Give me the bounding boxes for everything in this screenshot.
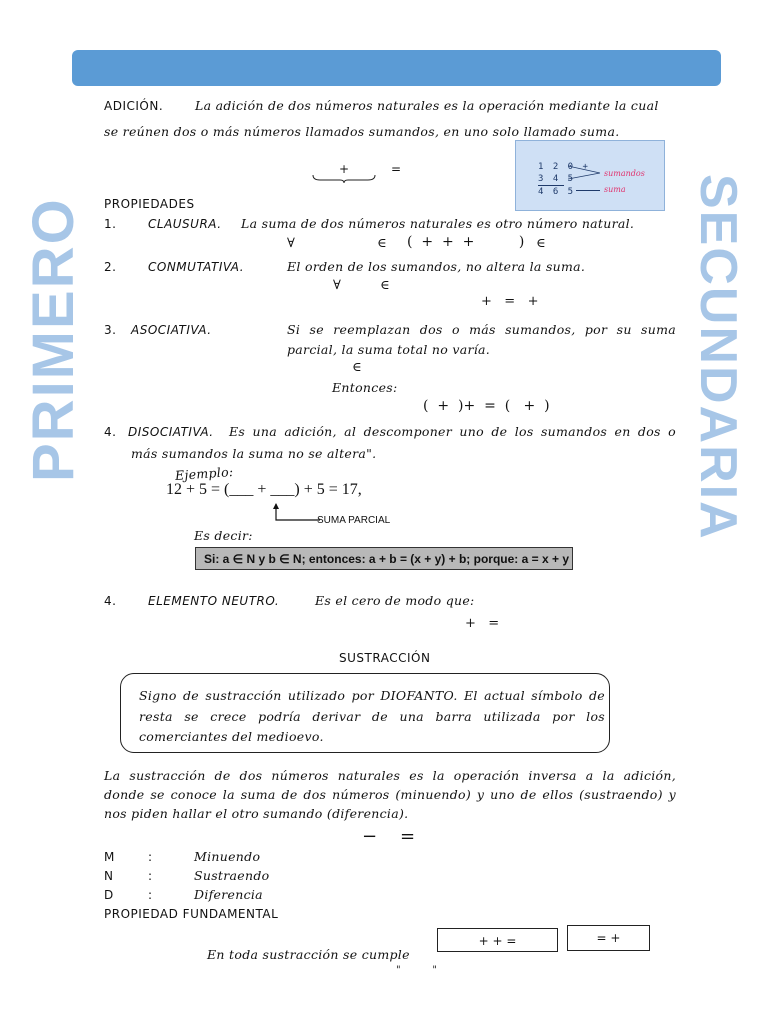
def-d-name: Diferencia: [194, 887, 263, 902]
p3-name: ASOCIATIVA.: [131, 323, 212, 337]
p5-text: Es el cero de modo que:: [315, 593, 475, 608]
diofanto-note-box: [120, 673, 610, 753]
sustraccion-para-line2: donde se conoce la suma de dos números (minuendo) y uno de ellos (sustraendo) y: [104, 787, 676, 802]
propiedades-title: PROPIEDADES: [104, 197, 195, 211]
p1-forall: ∀: [287, 236, 295, 251]
p3-entonces: Entonces:: [332, 380, 398, 395]
fundamental-title: PROPIEDAD FUNDAMENTAL: [104, 907, 279, 921]
adicion-line1: La adición de dos números naturales es la operación mediante la cual: [195, 98, 659, 113]
p1-element-of-2: ∈: [536, 236, 546, 251]
def-m-symbol: M: [104, 850, 115, 864]
p3-line2: parcial, la suma total no varía.: [287, 342, 491, 357]
sustraccion-formula: − =: [362, 826, 416, 847]
def-n-symbol: N: [104, 869, 114, 883]
rule-box: Si: a ∈ N y b ∈ N; entonces: a + b = (x + y) + b; porque: a = x + y: [195, 547, 573, 570]
example-suma-arrow: [576, 190, 600, 191]
p4-line2: más sumandos la suma no se altera".: [131, 446, 377, 461]
underbrace-icon: [312, 174, 376, 184]
ejemplo-label: Ejemplo:: [174, 463, 234, 484]
header-bar: [72, 50, 721, 86]
p1-text: La suma de dos números naturales es otro número natural.: [241, 216, 635, 231]
def-d-colon: :: [148, 888, 153, 902]
bracket-arrow-icon: [568, 163, 604, 187]
p3-line1: Si se reemplazan dos o más sumandos, por su suma: [287, 322, 676, 337]
p3-element-of: ∈: [352, 360, 362, 375]
note-line1: Signo de sustracción utilizado por DIOFANTO. El actual símbolo de: [139, 688, 605, 703]
fundamental-box-1: + + =: [437, 928, 558, 952]
p5-number: 4.: [104, 594, 117, 608]
p3-expression: ( + )+ = ( + ): [423, 398, 550, 414]
side-label-primero: PRIMERO: [21, 197, 86, 482]
adicion-formula-eq: =: [391, 162, 402, 176]
def-n-name: Sustraendo: [194, 868, 270, 883]
p2-element-of: ∈: [380, 278, 390, 293]
p3-number: 3.: [104, 323, 117, 337]
p5-name: ELEMENTO NEUTRO.: [148, 594, 280, 608]
p1-number: 1.: [104, 217, 117, 231]
sum-example-box: [515, 140, 665, 211]
def-m-colon: :: [148, 850, 153, 864]
es-decir-label: Es decir:: [194, 528, 253, 543]
p1-name: CLAUSURA.: [148, 217, 222, 231]
adicion-line2: se reúnen dos o más números llamados sumandos, en uno solo llamado suma.: [104, 124, 620, 139]
example-addend-2: 3 4 5: [538, 174, 576, 184]
p2-text: El orden de los sumandos, no altera la suma.: [287, 259, 586, 274]
def-d-symbol: D: [104, 888, 114, 902]
sustraccion-title: SUSTRACCIÓN: [339, 651, 431, 665]
suma-parcial-label: SUMA PARCIAL: [317, 515, 391, 526]
cumple-text: En toda sustracción se cumple: [207, 947, 410, 962]
example-sum: 4 6 5: [538, 187, 576, 197]
p4-name: DISOCIATIVA.: [128, 425, 214, 439]
p2-forall: ∀: [333, 278, 341, 293]
note-line2: resta se crece podría derivar de una barra utilizada por los: [139, 709, 605, 724]
def-n-colon: :: [148, 869, 153, 883]
p1-expression: ( + + + ): [407, 234, 525, 250]
arrow-up-icon: [271, 503, 321, 523]
quote-marks: " ": [396, 965, 437, 976]
example-sum-line: [538, 185, 564, 186]
p2-expression: + = +: [481, 294, 539, 309]
fundamental-box-2: = +: [567, 925, 650, 951]
p4-line1: Es una adición, al descomponer uno de los sumandos en dos o: [229, 424, 676, 439]
p5-expression: + =: [465, 616, 500, 631]
p2-number: 2.: [104, 260, 117, 274]
p4-number: 4.: [104, 425, 117, 439]
adicion-formula-plus: +: [339, 162, 350, 176]
sustraccion-para-line1: La sustracción de dos números naturales es la operación inversa a la adición,: [104, 768, 676, 783]
ejemplo-expression: 12 + 5 = (___ + ___) + 5 = 17,: [166, 481, 362, 498]
example-label-sumandos: sumandos: [604, 169, 645, 178]
example-label-suma: suma: [604, 185, 626, 194]
note-line3: comerciantes del medioevo.: [139, 729, 324, 744]
p2-name: CONMUTATIVA.: [148, 260, 245, 274]
example-addend-1: 1 2 0 +: [538, 162, 590, 172]
adicion-label: ADICIÓN.: [104, 99, 164, 113]
p1-element-of: ∈: [377, 236, 387, 251]
def-m-name: Minuendo: [194, 849, 261, 864]
sustraccion-para-line3: nos piden hallar el otro sumando (diferencia).: [104, 806, 409, 821]
side-label-secundaria: SECUNDARIA: [689, 174, 747, 541]
